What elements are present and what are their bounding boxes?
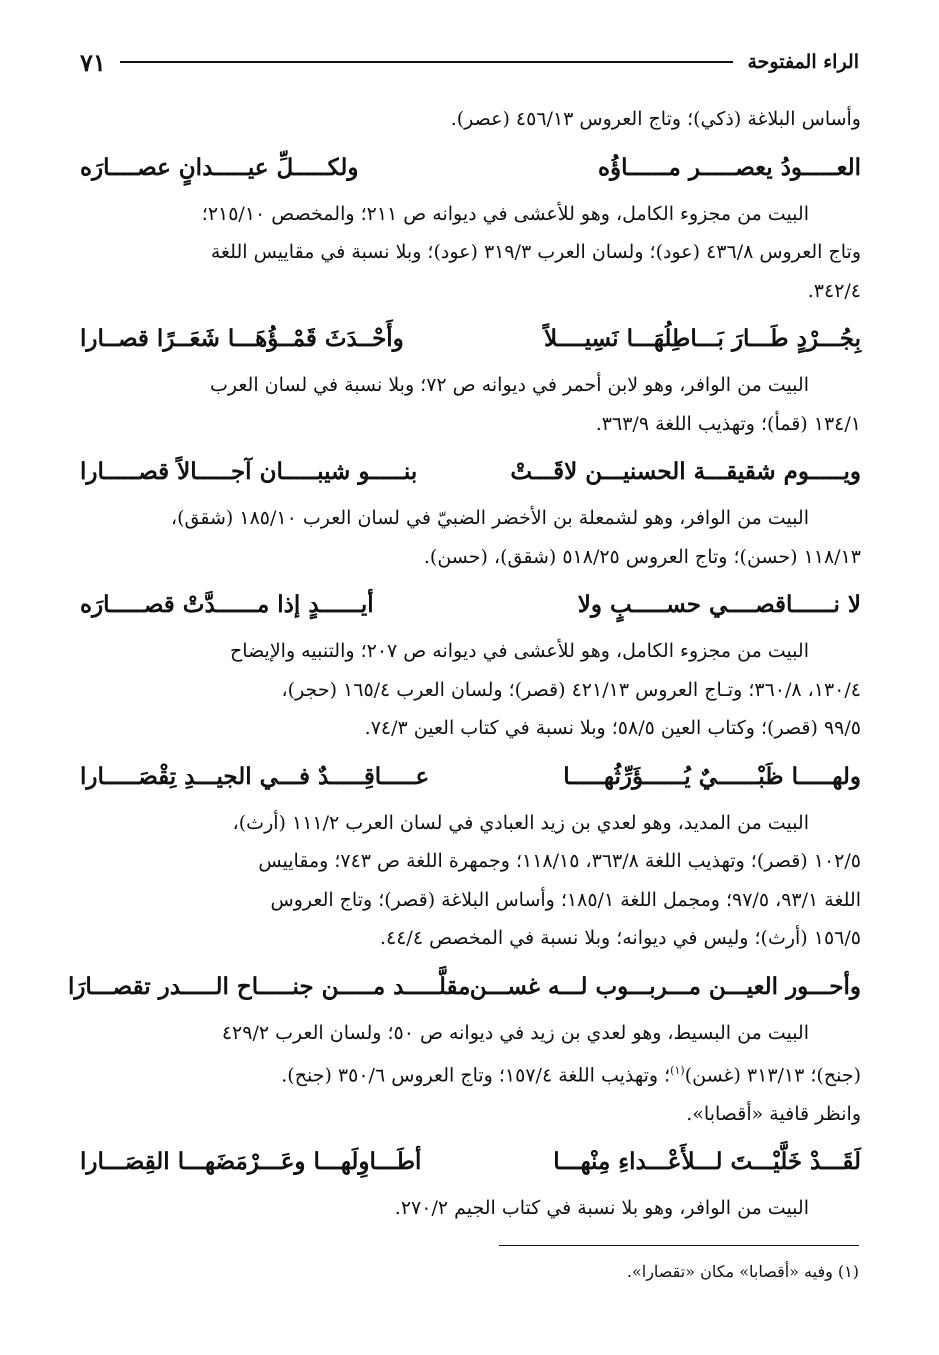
page-header bbox=[80, 42, 859, 82]
commentary-paragraph bbox=[80, 1189, 861, 1228]
text-line: وتاج العروس ٤٣٦/٨ (عود)؛ ولسان العرب ٣١٩/٣ (عود)؛ وبلا نسبة في مقاييس اللغة bbox=[210, 241, 861, 263]
commentary-paragraph bbox=[80, 195, 861, 311]
page-body bbox=[67, 100, 861, 1228]
verse-first-hemistich: وأحـــور العيـــن مـــربـــوب لـــه غســـن bbox=[469, 972, 861, 1000]
text-line: البيت من الوافر، وهو لشمعلة بن الأخضر الضبيّ في لسان العرب ١٨٥/١٠ (شقق)، bbox=[170, 507, 809, 529]
verse-first-hemistich: ولهـــــا ظَبْــــــيٌ يُــــــؤَرِّثُهـــــا bbox=[563, 762, 861, 790]
commentary-paragraph bbox=[80, 632, 861, 748]
commentary-paragraph bbox=[80, 804, 861, 958]
verse-second-hemistich: ولكـــــلِّ عيـــــدانٍ عصــــارَه bbox=[80, 153, 359, 181]
text-line: البيت من الوافر، وهو لابن أحمر في ديوانه ص ٧٢؛ وبلا نسبة في لسان العرب bbox=[210, 374, 809, 396]
verse-first-hemistich: لَقَـــدْ خَلَّيْـــتَ لـــلأَعْـــداءِ مِنْهـــا bbox=[553, 1148, 861, 1176]
verse-second-hemistich: أطَـــاوِلَهـــا وعَـــرْمَضَهـــا القِصَـــارا bbox=[80, 1148, 422, 1176]
header-rule bbox=[120, 61, 734, 63]
verse-line bbox=[80, 449, 861, 495]
verse-second-hemistich: وأَحْــدَثَ قَمْــؤُهَـــا شَعَــرًا قصــارا bbox=[80, 325, 404, 352]
text-line: ١١٨/١٣ (حسن)؛ وتاج العروس ٥١٨/٢٥ (شقق)، (حسن). bbox=[423, 545, 861, 568]
text-line: ٣٤٢/٤. bbox=[807, 279, 861, 302]
verse-second-hemistich: بنـــــو شيبـــــان آجـــــالاً قصـــــارا bbox=[80, 458, 418, 485]
verse-line bbox=[67, 964, 861, 1010]
verse-line bbox=[80, 145, 861, 191]
commentary-paragraph bbox=[80, 1014, 861, 1134]
text-line: ٩٩/٥ (قصر)؛ وكتاب العين ٥٨/٥؛ وبلا نسبة في كتاب العين ٧٤/٣. bbox=[364, 717, 861, 739]
text-line: (جنح)؛ ٣١٣/١٣ (غسن)$^{(١)}$؛ وتهذيب اللغة ١٥٧/٤؛ وتاج العروس ٣٥٠/٦ (جنح). bbox=[281, 1064, 861, 1087]
page-number: ٧١ bbox=[80, 47, 106, 77]
footnote-marker: (١) bbox=[670, 1064, 685, 1077]
commentary-paragraph bbox=[80, 366, 861, 443]
verse-line bbox=[80, 1139, 861, 1185]
text-line: ١٣٤/١ (قمأ)؛ وتهذيب اللغة ٣٦٣/٩. bbox=[595, 412, 861, 435]
commentary-paragraph bbox=[80, 100, 861, 139]
chapter-title: الراء المفتوحة bbox=[747, 51, 859, 73]
verse-first-hemistich: العـــــودُ يعصـــــر مــــــاؤُه bbox=[597, 153, 861, 181]
text-line: البيت من المديد، وهو لعدي بن زيد العبادي في لسان العرب ١١١/٢ (أرث)، bbox=[232, 811, 809, 834]
text-line: البيت من البسيط، وهو لعدي بن زيد في ديوانه ص ٥٠؛ ولسان العرب ٤٢٩/٢ bbox=[221, 1021, 809, 1044]
verse-second-hemistich: مقلَّـــــد مـــــن جنـــــاح الـــــدر تقصـــارَا bbox=[67, 972, 471, 1000]
text-line: البيت من الوافر، وهو بلا نسبة في كتاب الجيم ٢٧٠/٢. bbox=[394, 1197, 809, 1220]
footnote-divider bbox=[499, 1245, 859, 1246]
verse-line bbox=[80, 582, 861, 628]
verse-line bbox=[80, 754, 861, 800]
text-line: ١٠٢/٥ (قصر)؛ وتهذيب اللغة ٣٦٣/٨، ١١٨/١٥؛ وجمهرة اللغة ص ٧٤٣؛ ومقاييس bbox=[258, 850, 861, 872]
verse-first-hemistich: بِجُـــرْدٍ طَـــارَ بَـــاطِلُهَـــا نَسِيــــلاً bbox=[544, 325, 861, 352]
verse-first-hemistich: لا نــــــاقصــــي حســـــبٍ ولا bbox=[577, 591, 861, 618]
verse-second-hemistich: أيــــــدٍ إذا مــــــدَّتْ قصـــــارَه bbox=[80, 591, 374, 618]
text-line: اللغة ٩٣/١، ٩٧/٥؛ ومجمل اللغة ١٨٥/١؛ وأساس البلاغة (قصر)؛ وتاج العروس bbox=[270, 888, 861, 911]
text-line: وانظر قافية «أقصابا». bbox=[686, 1102, 861, 1125]
text-line: ١٥٦/٥ (أرث)؛ وليس في ديوانه؛ وبلا نسبة في المخصص ٤٤/٤. bbox=[379, 927, 861, 949]
commentary-paragraph bbox=[80, 499, 861, 576]
verse-line bbox=[80, 316, 861, 362]
text-line: البيت من مجزوء الكامل، وهو للأعشى في ديوانه ص ٢٠٧؛ والتنبيه والإيضاح bbox=[230, 640, 809, 662]
verse-first-hemistich: ويـــــوم شقيقـــة الحسنيـــن لاقَـــتْ bbox=[510, 458, 861, 485]
text-line: وأساس البلاغة (ذكي)؛ وتاج العروس ٤٥٦/١٣ (عصر). bbox=[450, 108, 861, 130]
verse-second-hemistich: عـــــاقِـــــدٌ فـــي الجيـــدِ تِقْصَـــــارا bbox=[80, 762, 430, 790]
text-line: ١٣٠/٤، ٣٦٠/٨؛ وتـاج العروس ٤٢١/١٣ (قصر)؛ ولسان العرب ١٦٥/٤ (حجر)، bbox=[281, 678, 861, 701]
text-line: البيت من مجزوء الكامل، وهو للأعشى في ديوانه ص ٢١١؛ والمخصص ٢١٥/١٠؛ bbox=[201, 202, 809, 225]
footnote: (١) وفيه «أقصابا» مكان «تقصارا». bbox=[626, 1262, 859, 1281]
